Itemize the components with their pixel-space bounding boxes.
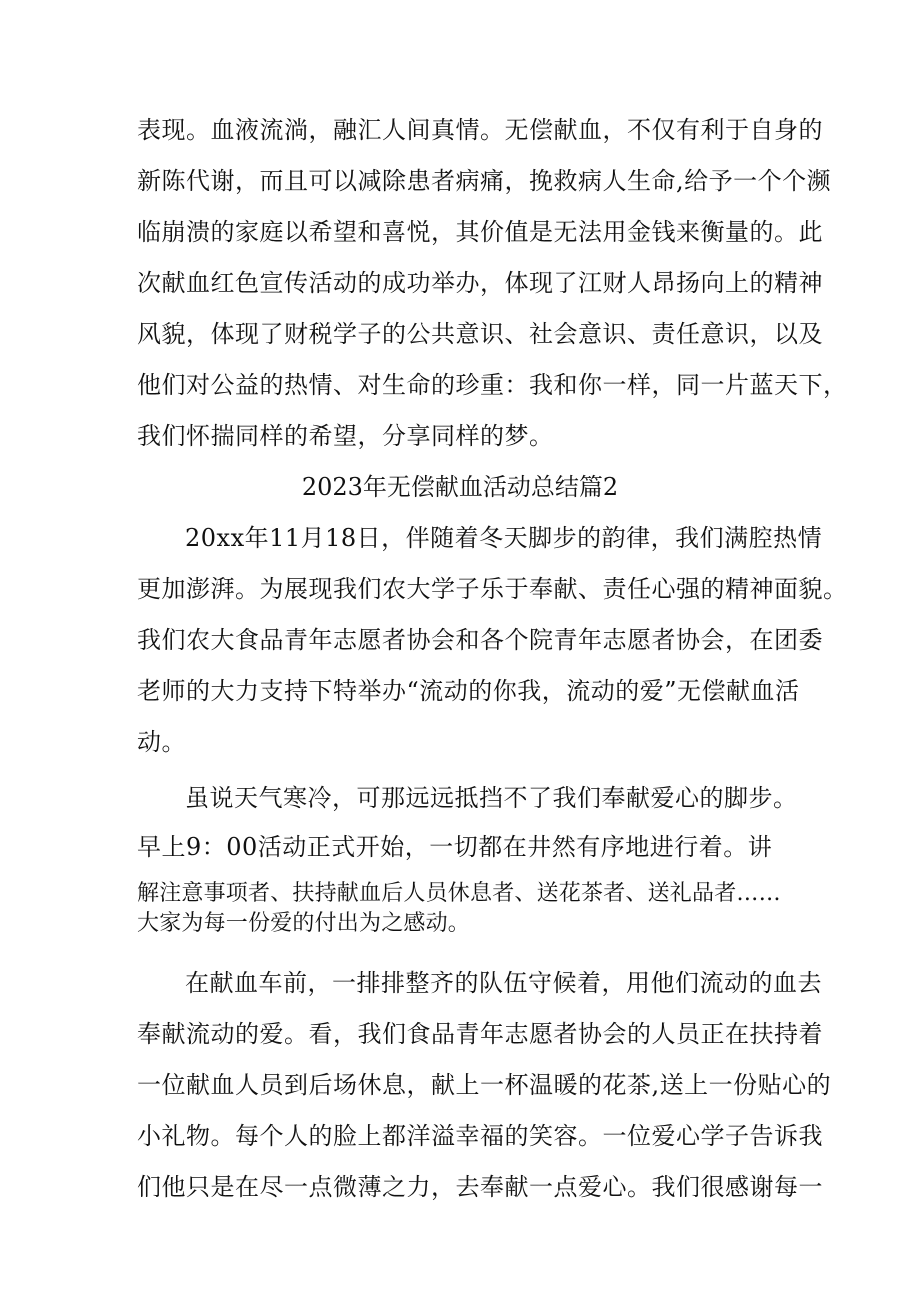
paragraph-3-line: 早上9：00活动正式开始，一切都在井然有序地进行着。讲 — [137, 833, 773, 861]
paragraph-4-line: 在献血车前，一排排整齐的队伍守候着，用他们流动的血去 — [185, 969, 822, 997]
paragraph-2-line: 我们农大食品青年志愿者协会和各个院青年志愿者协会，在团委 — [137, 626, 823, 654]
paragraph-2-line: 老师的大力支持下特举办“流动的你我，流动的爱”无偿献血活 — [137, 677, 800, 705]
paragraph-4-line: 一位献血人员到后场休息，献上一杯温暖的花茶,送上一份贴心的 — [137, 1071, 832, 1099]
section-heading: 2023年无偿献血活动总结篇2 — [301, 473, 619, 501]
paragraph-1-line: 临崩溃的家庭以希望和喜悦，其价值是无法用金钱来衡量的。此 — [137, 218, 823, 246]
paragraph-3-line: 解注意事项者、扶持献血后人员休息者、送花茶者、送礼品者…… — [137, 881, 781, 906]
paragraph-4-line: 小礼物。每个人的脸上都洋溢幸福的笑容。一位爱心学子告诉我 — [137, 1122, 823, 1150]
paragraph-1-line: 次献血红色宣传活动的成功举办，体现了江财人昂扬向上的精神 — [137, 269, 823, 297]
paragraph-3-line: 虽说天气寒冷，可那远远抵挡不了我们奉献爱心的脚步。 — [185, 784, 798, 812]
paragraph-3-line: 大家为每一份爱的付出为之感动。 — [137, 911, 471, 936]
paragraph-1-line: 他们对公益的热情、对生命的珍重：我和你一样，同一片蓝天下， — [137, 371, 848, 399]
paragraph-1-line: 我们怀揣同样的希望，分享同样的梦。 — [137, 422, 554, 450]
paragraph-4-line: 们他只是在尽一点微薄之力，去奉献一点爱心。我们很感谢每一 — [137, 1173, 823, 1201]
paragraph-1-line: 新陈代谢，而且可以减除患者病痛，挽救病人生命,给予一个个濒 — [137, 167, 832, 195]
paragraph-4-line: 奉献流动的爱。看，我们食品青年志愿者协会的人员正在扶持着 — [137, 1020, 823, 1048]
paragraph-2-line: 20xx年11月18日，伴随着冬天脚步的韵律，我们满腔热情 — [185, 524, 823, 552]
paragraph-2-line: 动。 — [137, 728, 186, 756]
paragraph-2-line: 更加澎湃。为展现我们农大学子乐于奉献、责任心强的精神面貌。 — [137, 575, 848, 603]
paragraph-1-line: 风貌，体现了财税学子的公共意识、社会意识、责任意识，以及 — [137, 320, 823, 348]
paragraph-1-line: 表现。血液流淌，融汇人间真情。无偿献血，不仅有利于自身的 — [137, 116, 823, 144]
